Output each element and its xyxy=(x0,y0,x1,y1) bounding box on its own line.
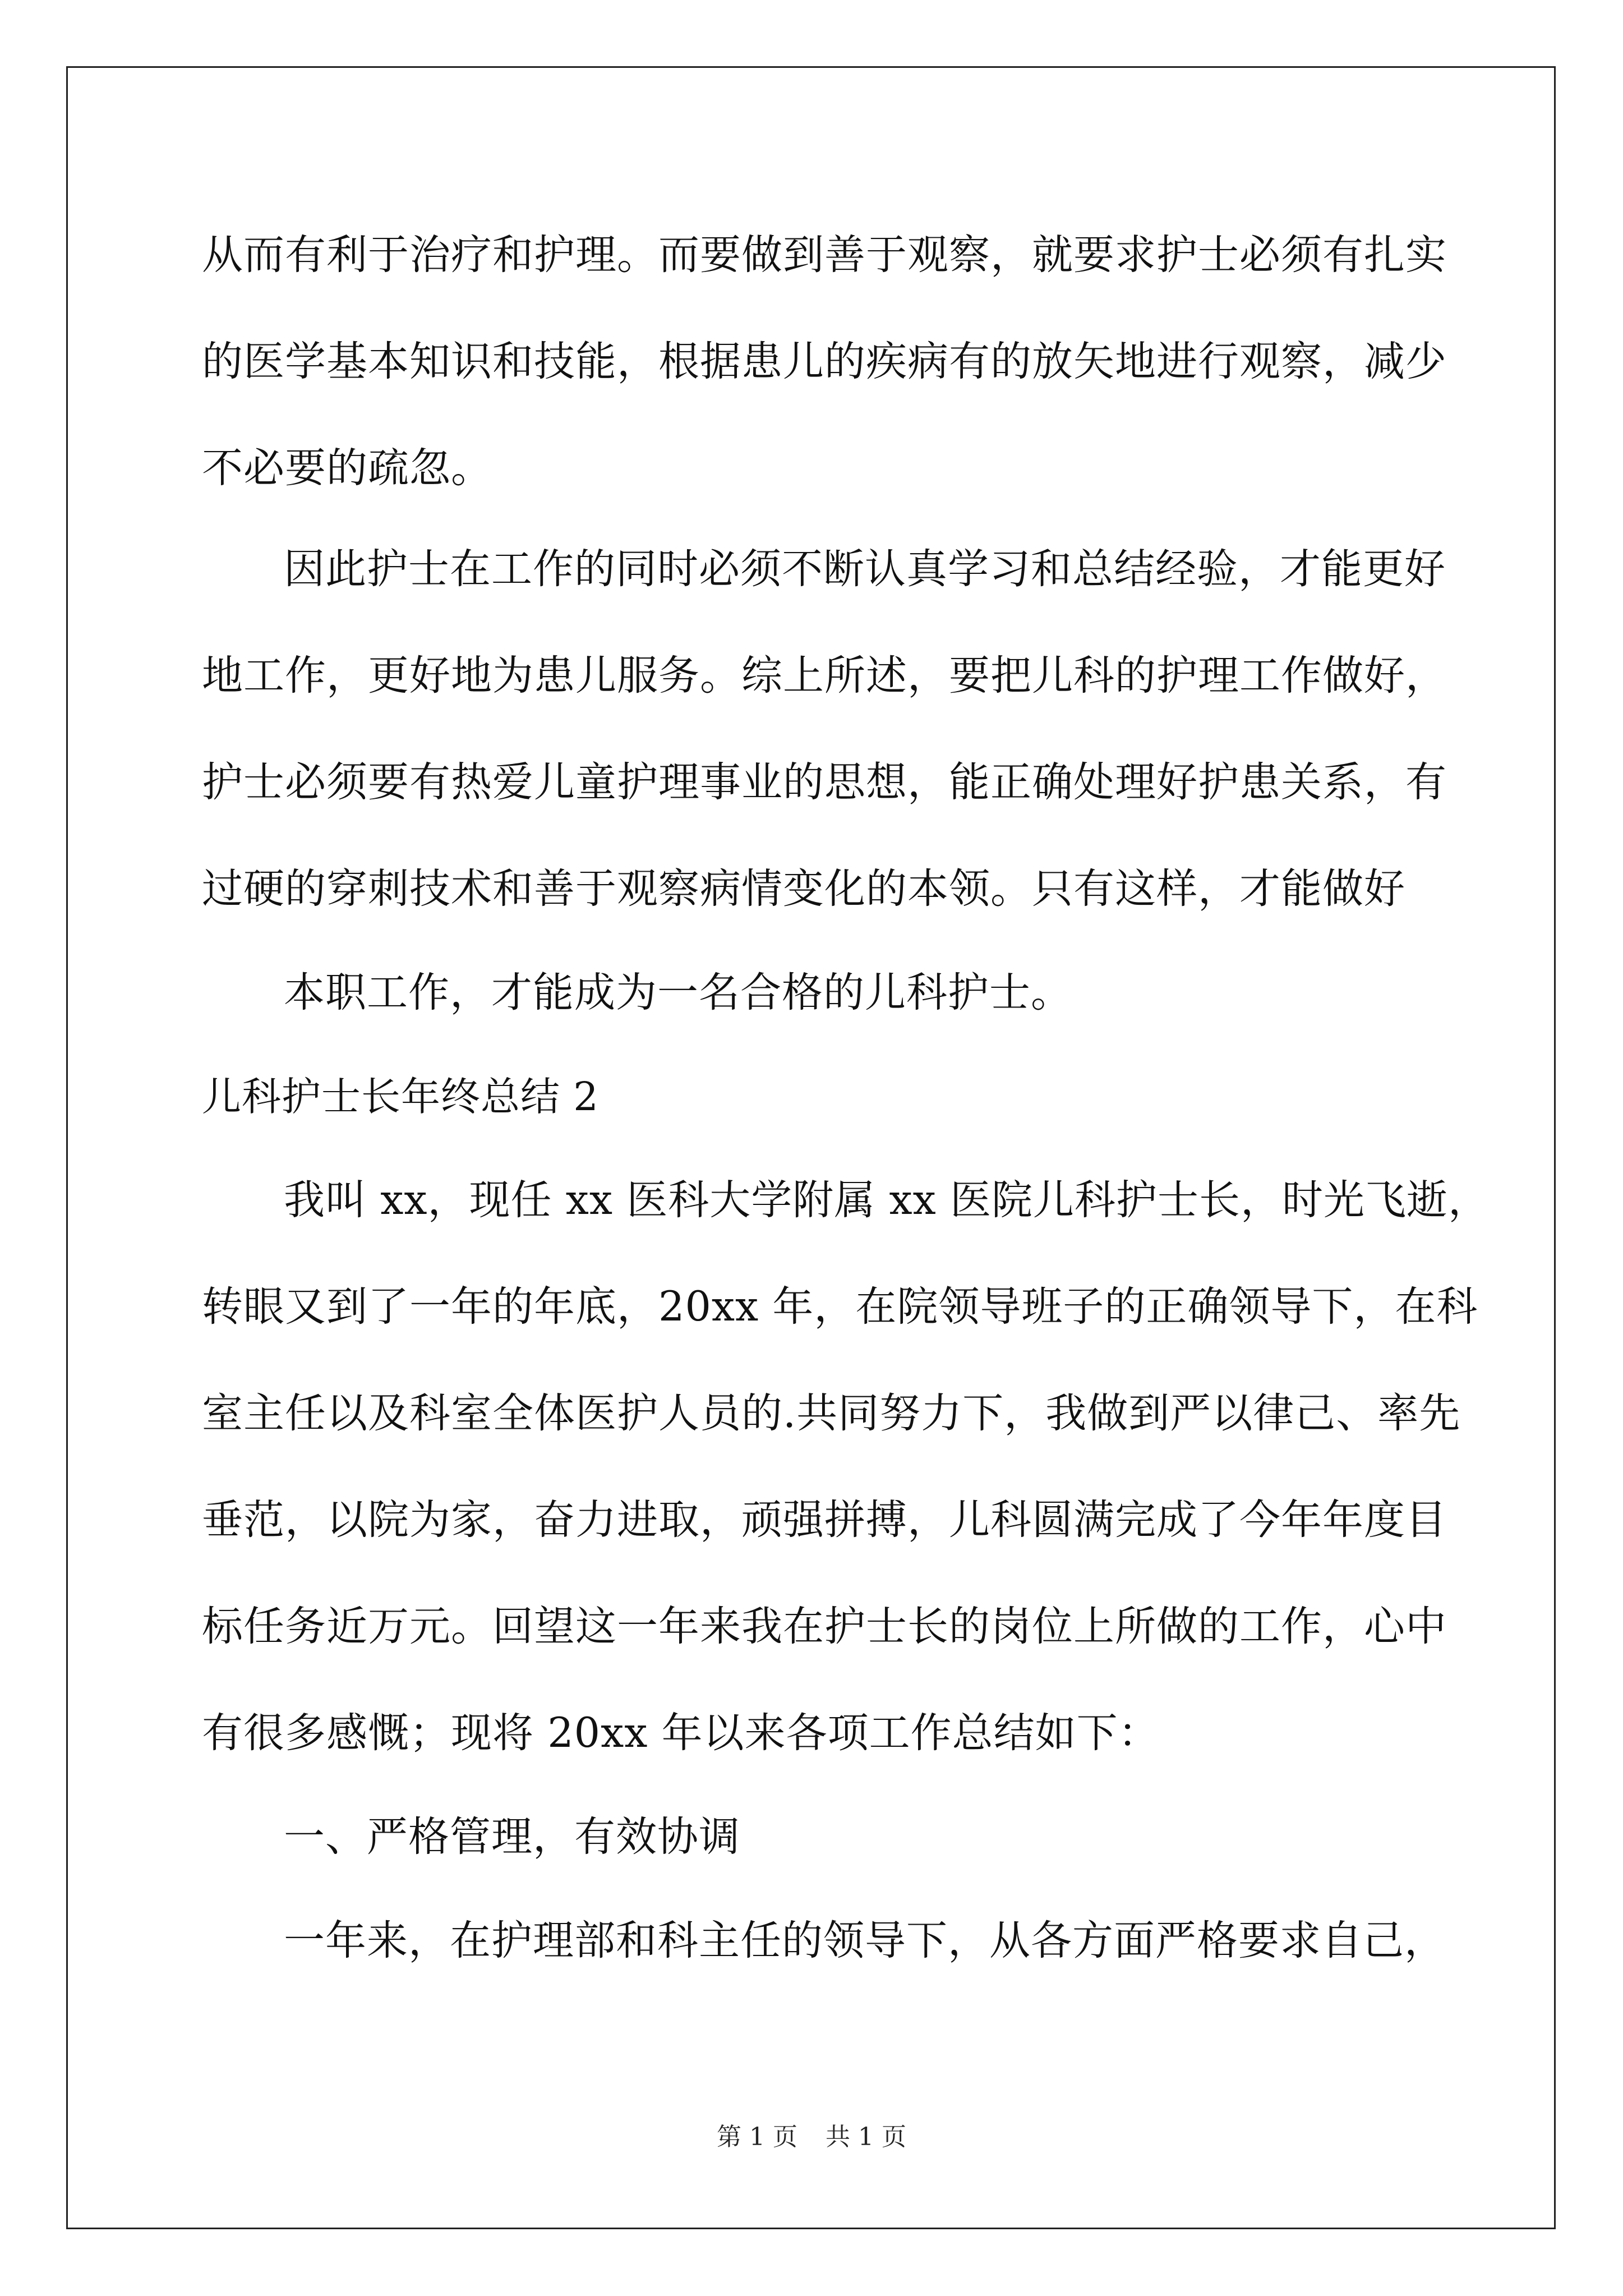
subheading: 一、严格管理，有效协调 xyxy=(284,1813,740,1861)
section-heading: 儿科护士长年终总结 2 xyxy=(202,1074,599,1120)
body-line: 地工作，更好地为患儿服务。综上所述，要把儿科的护理工作做好， xyxy=(202,652,1447,700)
body-line: 我叫 xx，现任 xx 医科大学附属 xx 医院儿科护士长，时光飞逝， xyxy=(284,1176,1490,1224)
body-line: 的医学基本知识和技能，根据患儿的疾病有的放矢地进行观察，减少 xyxy=(202,338,1447,385)
body-line: 有很多感慨；现将 20xx 年以来各项工作总结如下： xyxy=(202,1709,1160,1757)
body-line: 转眼又到了一年的年底，20xx 年，在院领导班子的正确领导下，在科 xyxy=(202,1283,1478,1331)
body-line: 本职工作，才能成为一名合格的儿科护士。 xyxy=(284,969,1072,1016)
body-line: 标任务近万元。回望这一年来我在护士长的岗位上所做的工作，心中 xyxy=(202,1603,1447,1650)
page-number: 第 1 页 xyxy=(717,2123,797,2151)
body-line: 因此护士在工作的同时必须不断认真学习和总结经验，才能更好 xyxy=(284,545,1446,593)
body-line: 不必要的疏忽。 xyxy=(202,444,492,492)
body-line: 一年来，在护理部和科主任的领导下，从各方面严格要求自己， xyxy=(284,1917,1446,1964)
body-line: 室主任以及科室全体医护人员的.共同努力下，我做到严以律己、率先 xyxy=(202,1389,1461,1437)
page-total: 共 1 页 xyxy=(826,2123,906,2151)
page-border xyxy=(66,66,1556,2229)
page-footer xyxy=(0,2120,1623,2154)
body-line: 从而有利于治疗和护理。而要做到善于观察，就要求护士必须有扎实 xyxy=(202,231,1447,279)
body-line: 垂范，以院为家，奋力进取，顽强拼搏，儿科圆满完成了今年年度目 xyxy=(202,1496,1447,1544)
body-line: 过硬的穿刺技术和善于观察病情变化的本领。只有这样，才能做好 xyxy=(202,865,1405,913)
body-line: 护士必须要有热爱儿童护理事业的思想，能正确处理好护患关系，有 xyxy=(202,758,1447,806)
